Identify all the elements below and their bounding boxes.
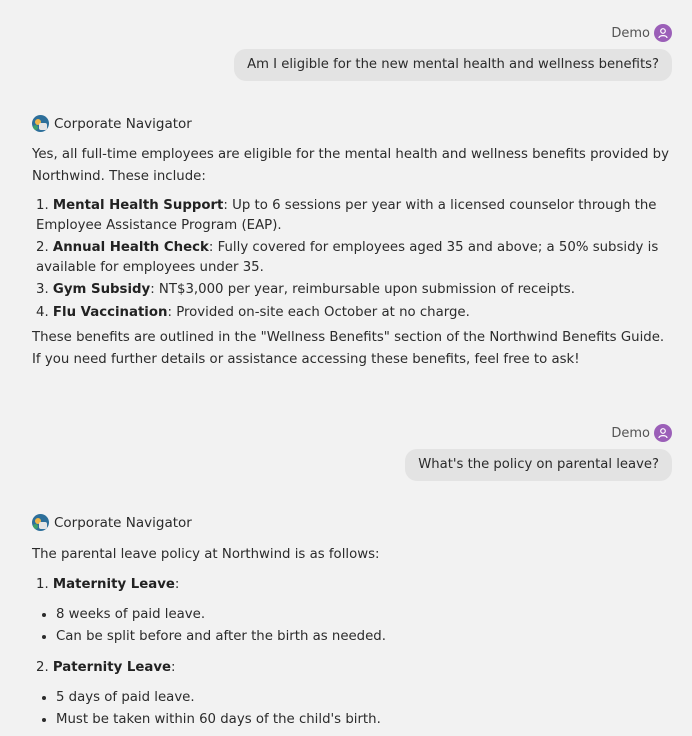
user-name: Demo [611, 25, 650, 41]
list-item: 3. Gym Subsidy: NT$3,000 per year, reimbursable upon submission of receipts. [36, 282, 575, 297]
bot-name: Corporate Navigator [54, 514, 192, 531]
user-message [234, 24, 672, 81]
bot-name: Corporate Navigator [54, 115, 192, 132]
section-heading: 1. Maternity Leave: [36, 577, 180, 592]
message-intro: The parental leave policy at Northwind is as follows: [32, 547, 380, 562]
user-message-bubble: What's the policy on parental leave? [405, 449, 672, 481]
message-intro: Yes, all full-time employees are eligible for the mental health and wellness benefits provided by Northwind. These include: [32, 147, 669, 184]
assistant-message [32, 115, 672, 371]
list-item: 4. Flu Vaccination: Provided on-site each October at no charge. [36, 304, 470, 320]
user-header [611, 424, 672, 442]
bullet-list [32, 604, 672, 648]
user-name: Demo [611, 425, 650, 441]
bot-avatar-icon [32, 514, 49, 531]
user-avatar-icon [654, 24, 672, 42]
list-item: • 5 days of paid leave. [56, 687, 672, 709]
assistant-header [32, 514, 672, 531]
message-outro: These benefits are outlined in the "Wellness Benefits" section of the Northwind Benefits Guide. If you need further details or assistance accessing these benefits, feel free to ask! [32, 330, 665, 367]
user-avatar-icon [654, 424, 672, 442]
bot-avatar-icon [32, 115, 49, 132]
list-item: • Can be split before and after the birth as needed. [56, 626, 672, 648]
bullet-list [32, 687, 672, 731]
user-message-bubble: Am I eligible for the new mental health and wellness benefits? [234, 49, 672, 81]
section-heading: 2. Paternity Leave: [36, 660, 176, 675]
user-header [611, 24, 672, 42]
assistant-message [32, 514, 672, 731]
list-item: 2. Annual Health Check: Fully covered for employees aged 35 and above; a 50% subsidy is available for employees under 35. [36, 240, 659, 275]
benefits-list [32, 196, 672, 322]
list-item: 1. Mental Health Support: Up to 6 sessions per year with a licensed counselor through the Employee Assistance Program (EAP). [36, 198, 657, 233]
assistant-header [32, 115, 672, 132]
user-message [405, 424, 672, 481]
list-item: • 8 weeks of paid leave. [56, 604, 672, 626]
list-item: • Must be taken within 60 days of the child's birth. [56, 709, 672, 731]
